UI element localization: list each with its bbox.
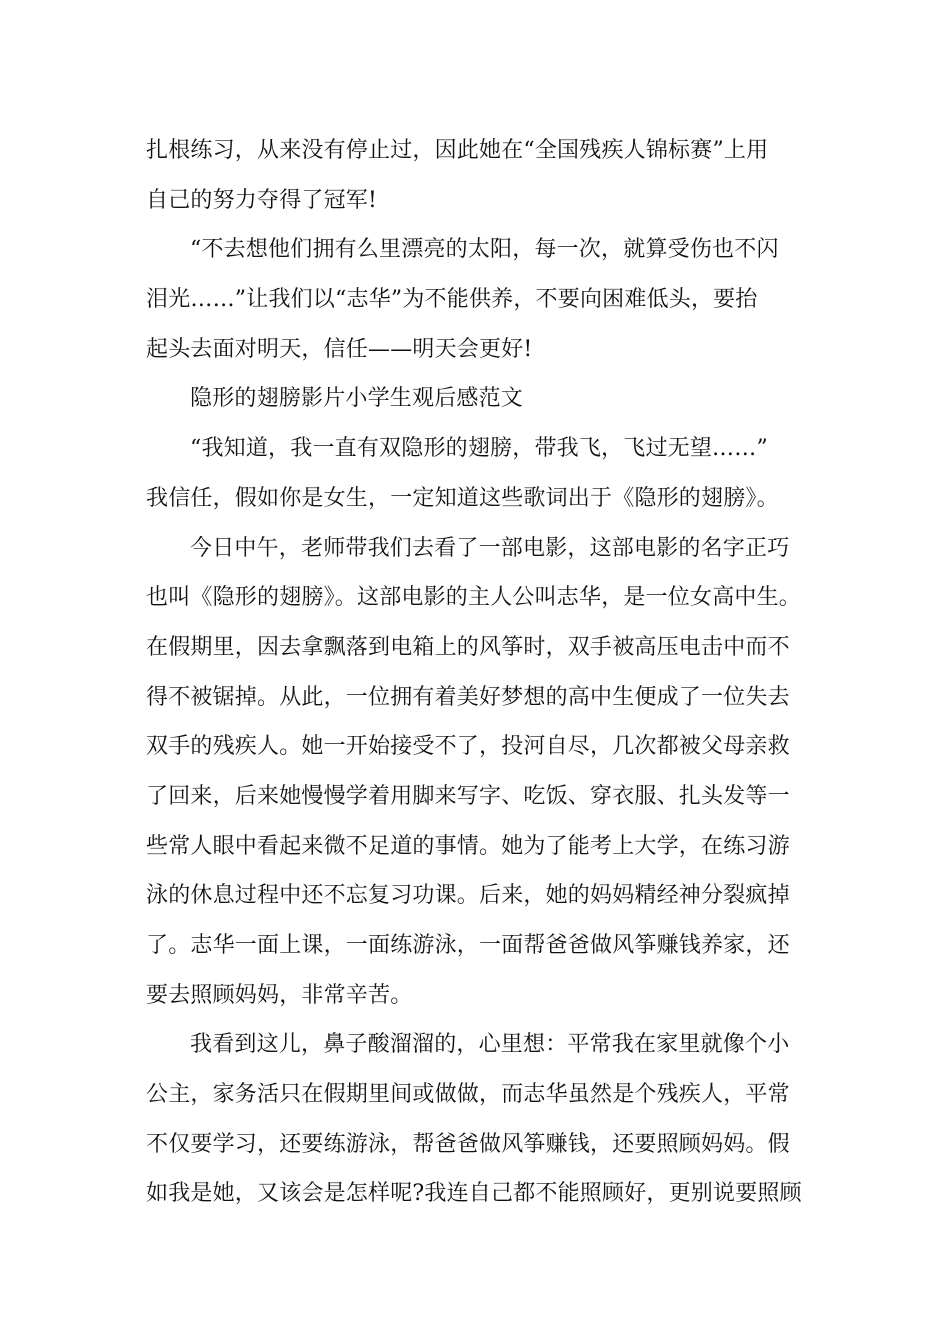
section-heading: 隐形的翅膀影片小学生观后感范文 — [190, 386, 524, 412]
text-line: 公主，家务活只在假期里间或做做，而志华虽然是个残疾人，平常 — [146, 1082, 790, 1108]
text-line: 扎根练习，从来没有停止过，因此她在“全国残疾人锦标赛”上用 — [146, 138, 769, 163]
text-line: 如我是她，又该会是怎样呢?我连自己都不能照顾好，更别说要照顾 — [146, 1181, 802, 1207]
text-line: 了回来，后来她慢慢学着用脚来写字、吃饭、穿衣服、扎头发等一 — [146, 783, 790, 809]
text-line: 我看到这儿，鼻子酸溜溜的，心里想：平常我在家里就像个小 — [190, 1032, 790, 1058]
text-line: 泳的休息过程中还不忘复习功课。后来，她的妈妈精经神分裂疯掉 — [146, 883, 790, 909]
text-line: 双手的残疾人。她一开始接受不了，投河自尽，几次都被父母亲救 — [146, 734, 790, 760]
text-line: 不仅要学习，还要练游泳，帮爸爸做风筝赚钱，还要照顾妈妈。假 — [146, 1131, 790, 1157]
text-line: 今日中午，老师带我们去看了一部电影，这部电影的名字正巧 — [190, 535, 790, 561]
text-line: 要去照顾妈妈，非常辛苦。 — [146, 982, 413, 1008]
text-line: 得不被锯掉。从此，一位拥有着美好梦想的高中生便成了一位失去 — [146, 684, 790, 710]
text-line: 起头去面对明天，信任——明天会更好! — [146, 336, 533, 362]
text-line: “不去想他们拥有么里漂亮的太阳，每一次，就算受伤也不闪 — [190, 237, 779, 263]
text-line: 也叫《隐形的翅膀》。这部电影的主人公叫志华，是一位女高中生。 — [146, 585, 802, 611]
document-body — [146, 126, 810, 1219]
text-line: 了。志华一面上课，一面练游泳，一面帮爸爸做风筝赚钱养家，还 — [146, 933, 790, 958]
text-line: 在假期里，因去拿飘落到电箱上的风筝时，双手被高压电击中而不 — [146, 634, 790, 660]
text-line: “我知道，我一直有双隐形的翅膀，带我飞，飞过无望……” — [190, 436, 768, 462]
text-line: 泪光……”让我们以“志华”为不能供养，不要向困难低头，要抬 — [146, 287, 758, 313]
text-line: 我信任，假如你是女生，一定知道这些歌词出于《隐形的翅膀》。 — [146, 485, 779, 511]
text-line: 自己的努力夺得了冠军! — [146, 187, 378, 213]
text-line: 些常人眼中看起来微不足道的事情。她为了能考上大学，在练习游 — [146, 833, 790, 859]
